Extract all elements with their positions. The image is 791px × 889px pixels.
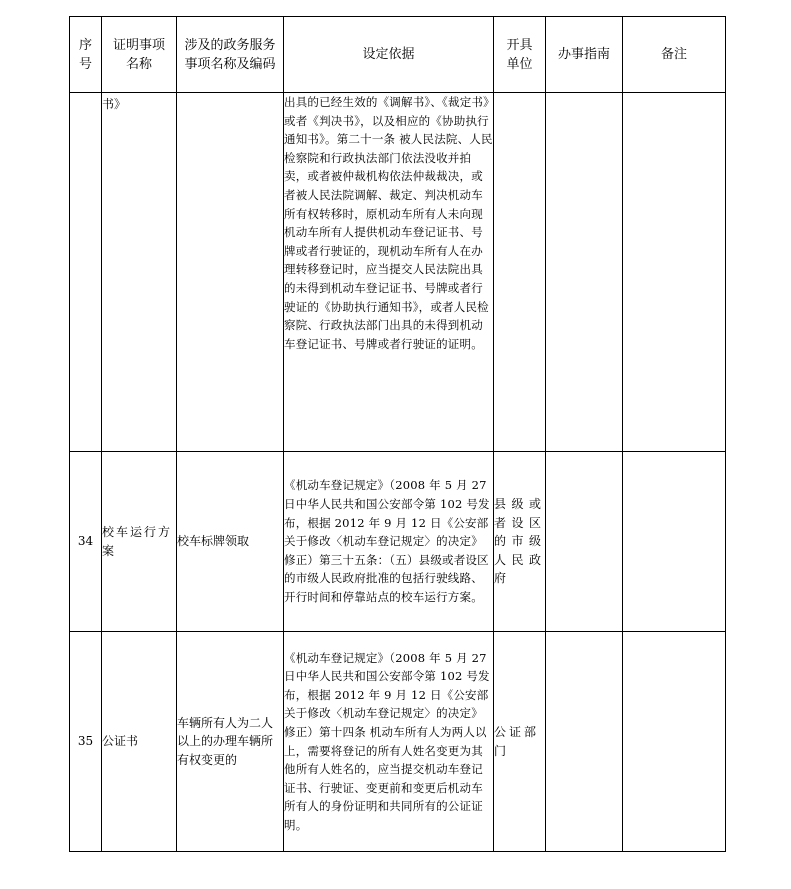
certification-table bbox=[69, 16, 726, 852]
header-row bbox=[70, 17, 726, 93]
table-row bbox=[70, 632, 726, 852]
row-guide bbox=[546, 632, 623, 852]
header-issuer: 开具单位 bbox=[494, 17, 546, 93]
header-cert-name: 证明事项名称 bbox=[102, 17, 177, 93]
header-remark: 备注 bbox=[623, 17, 726, 93]
row-issuer: 公证部门 bbox=[494, 632, 546, 852]
header-basis: 设定依据 bbox=[284, 17, 494, 93]
row-cert-name: 书》 bbox=[102, 93, 177, 452]
row-cert-name: 公证书 bbox=[102, 632, 177, 852]
row-guide bbox=[546, 452, 623, 632]
row-basis: 出具的已经生效的《调解书》、《裁定书》或者《判决书》，以及相应的《协助执行通知书》。第二十一条 被人民法院、人民检察院和行政执法部门依法没收并拍卖，或者被仲裁机构依法仲裁裁决，或者被人民法院调解、裁定、判决机动车所有权转移时，原机动车所有人未向现机动车所有人提供机动车登记证书、号牌或者行驶证的，现机动车所有人在办理转移登记时，应当提交人民法院出具的未得到机动车登记证书、号牌或者行驶证的《协助执行通知书》，或者人民检察院、行政执法部门出具的未得到机动车登记证书、号牌或者行驶证的证明。 bbox=[284, 93, 494, 452]
row-issuer bbox=[494, 93, 546, 452]
row-remark bbox=[623, 632, 726, 852]
row-issuer: 县级或者设区的市级人民政府 bbox=[494, 452, 546, 632]
row-remark bbox=[623, 452, 726, 632]
row-seq: 34 bbox=[70, 452, 102, 632]
header-seq: 序号 bbox=[70, 17, 102, 93]
row-guide bbox=[546, 93, 623, 452]
table-row bbox=[70, 93, 726, 452]
row-seq: 35 bbox=[70, 632, 102, 852]
header-guide: 办事指南 bbox=[546, 17, 623, 93]
header-service-item: 涉及的政务服务事项名称及编码 bbox=[177, 17, 284, 93]
row-cert-name: 校车运行方案 bbox=[102, 452, 177, 632]
row-service-item: 校车标牌领取 bbox=[177, 452, 284, 632]
row-service-item bbox=[177, 93, 284, 452]
row-seq bbox=[70, 93, 102, 452]
row-basis: 《机动车登记规定》（2008 年 5 月 27 日中华人民共和国公安部令第 102 号发布，根据 2012 年 9 月 12 日《公安部关于修改〈机动车登记规定〉的决定》修正）第十四条 机动车所有人为两人以上，需要将登记的所有人姓名变更为其他所有人姓名的，应当提交机动车登记证书、行驶证、变更前和变更后机动车所有人的身份证明和共同所有的公证证明。 bbox=[284, 632, 494, 852]
row-remark bbox=[623, 93, 726, 452]
row-basis: 《机动车登记规定》（2008 年 5 月 27 日中华人民共和国公安部令第 102 号发布，根据 2012 年 9 月 12 日《公安部关于修改〈机动车登记规定〉的决定》修正）第三十五条：（五）县级或者设区的市级人民政府批准的包括行驶线路、开行时间和停靠站点的校车运行方案。 bbox=[284, 452, 494, 632]
row-service-item: 车辆所有人为二人以上的办理车辆所有权变更的 bbox=[177, 632, 284, 852]
table-row bbox=[70, 452, 726, 632]
